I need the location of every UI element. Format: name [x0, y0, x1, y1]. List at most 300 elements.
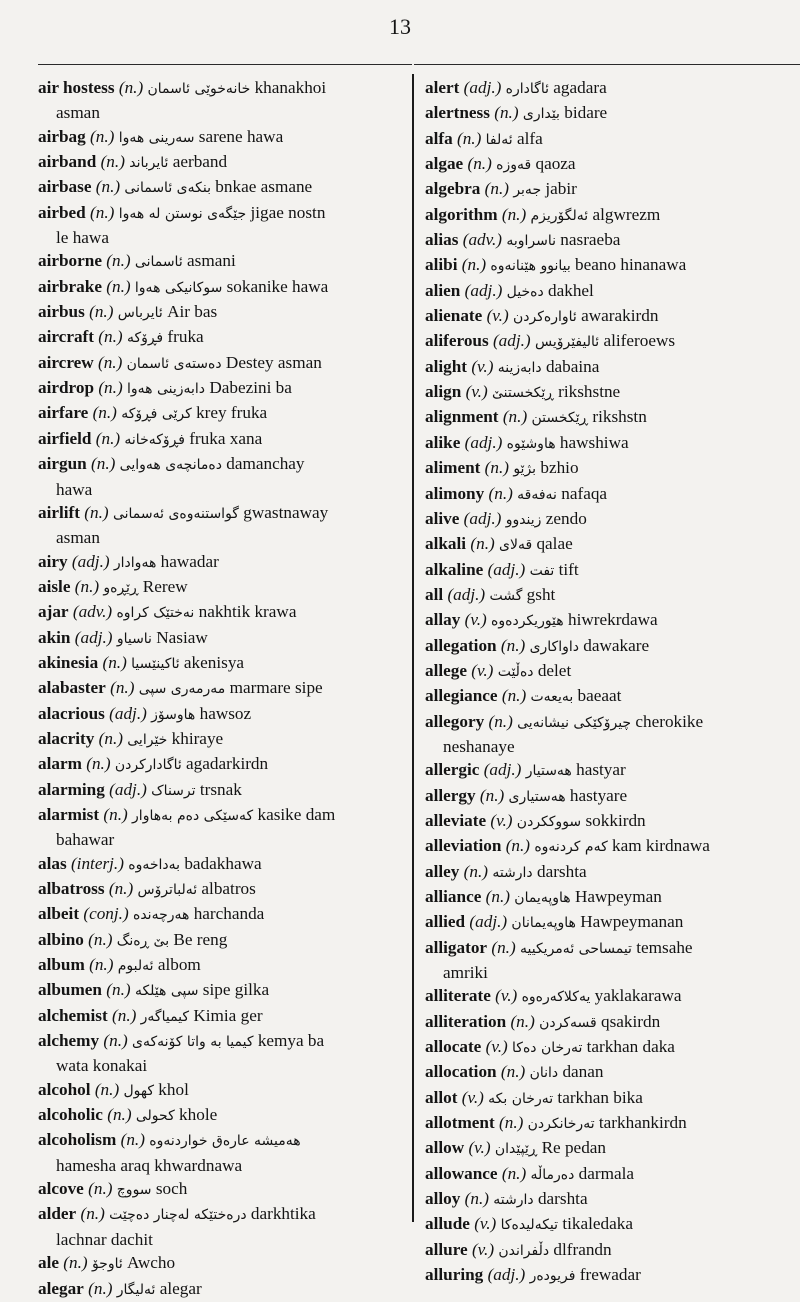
entry-continuation: le hawa: [56, 228, 109, 248]
entry-part-of-speech: (n.): [88, 929, 113, 949]
column-divider: [412, 74, 414, 1222]
entry-transliteration: khole: [179, 1105, 218, 1125]
entry-part-of-speech: (n.): [505, 836, 531, 856]
entry-transliteration: Air bas: [167, 302, 218, 322]
entry-part-of-speech: (v.): [495, 986, 518, 1006]
entry-part-of-speech: (adj.): [74, 627, 113, 647]
entry-kurdish: سووککردن: [516, 813, 582, 830]
entry-kurdish: نەختێک کراوە: [116, 605, 195, 622]
dictionary-entry: [38, 501, 404, 550]
dictionary-entry: [38, 877, 404, 902]
dictionary-entry: [425, 910, 795, 935]
entry-transliteration: albom: [157, 955, 201, 975]
entry-part-of-speech: (n.): [120, 1130, 145, 1150]
dictionary-entry: [425, 1162, 795, 1187]
entry-kurdish: گشت: [489, 587, 523, 604]
entry-kurdish: ئەلباترۆس: [137, 882, 198, 898]
entry-headword: aisle: [38, 576, 71, 596]
entry-transliteration: kam kirdnawa: [612, 836, 710, 856]
entry-part-of-speech: (adj.): [492, 331, 531, 351]
dictionary-entry: [38, 275, 404, 300]
entry-kurdish: ئەلگۆریزم: [530, 207, 589, 224]
entry-part-of-speech: (n.): [88, 1179, 113, 1199]
dictionary-entry: [425, 329, 795, 354]
dictionary-entry: [425, 380, 795, 405]
dictionary-entry: [425, 684, 795, 709]
entry-headword: allied: [425, 912, 466, 932]
entry-headword: allegation: [425, 635, 497, 655]
entry-kurdish: بنکەی ئاسمانی: [124, 180, 211, 197]
entry-transliteration: qalae: [536, 534, 573, 554]
entry-transliteration: hiwrekrdawa: [567, 610, 658, 630]
entry-kurdish: هەستیار: [525, 763, 572, 780]
entry-headword: alligator: [425, 937, 488, 957]
entry-headword: airborne: [38, 251, 102, 271]
entry-kurdish: ئەلبوم: [117, 958, 154, 975]
dictionary-entry: [38, 953, 404, 978]
entry-headword: albeit: [38, 904, 80, 924]
entry-part-of-speech: (n.): [102, 652, 127, 672]
entry-headword: algorithm: [425, 204, 498, 224]
entry-part-of-speech: (adj.): [463, 78, 502, 97]
entry-headword: allot: [425, 1087, 458, 1107]
dictionary-entry: [38, 676, 404, 701]
dictionary-entry: [38, 401, 404, 426]
entry-kurdish: خێرایی: [127, 731, 168, 748]
entry-kurdish: قسەکردن: [539, 1014, 597, 1031]
entry-headword: allotment: [425, 1113, 495, 1133]
entry-part-of-speech: (n.): [488, 711, 513, 731]
dictionary-entry: [38, 778, 404, 803]
dictionary-entry: [425, 936, 795, 985]
entry-continuation: asman: [56, 103, 100, 123]
entry-headword: align: [425, 382, 462, 402]
dictionary-entry: [425, 558, 795, 583]
entry-kurdish: جەبر: [513, 182, 542, 199]
entry-transliteration: darmala: [578, 1163, 635, 1183]
entry-part-of-speech: (n.): [463, 861, 489, 881]
dictionary-entry: [38, 1103, 404, 1128]
entry-transliteration: sipe gilka: [202, 980, 270, 1000]
entry-transliteration: Destey asman: [225, 352, 322, 372]
entry-transliteration: dakhel: [548, 280, 594, 300]
entry-kurdish: دارشتە: [493, 1192, 534, 1209]
entry-kurdish: درەختێکە لەچنار دەچێت: [109, 1207, 247, 1224]
dictionary-entry: [38, 150, 404, 175]
entry-kurdish: ڕێپێدان: [494, 1141, 538, 1158]
entry-transliteration: khol: [158, 1079, 189, 1099]
entry-part-of-speech: (n.): [88, 1278, 113, 1298]
entry-part-of-speech: (n.): [90, 126, 115, 146]
entry-kurdish: ئاکینێسیا: [131, 655, 180, 672]
entry-part-of-speech: (v.): [471, 1239, 495, 1259]
entry-transliteration: khanakhoi: [254, 78, 327, 97]
entry-part-of-speech: (adv.): [462, 230, 503, 250]
entry-transliteration: dawakare: [583, 635, 650, 655]
entry-kurdish: نەفەقە: [517, 486, 557, 503]
entry-transliteration: nakhtik krawa: [198, 602, 297, 622]
entry-transliteration: aerband: [172, 152, 228, 172]
entry-transliteration: cherokike: [635, 711, 704, 731]
dictionary-entry: [38, 902, 404, 927]
entry-headword: ale: [38, 1253, 59, 1273]
entry-transliteration: Awcho: [127, 1253, 176, 1273]
entry-kurdish: داواکاری: [529, 638, 579, 655]
entry-headword: album: [38, 955, 85, 975]
entry-transliteration: badakhawa: [184, 853, 262, 873]
entry-transliteration: hawsoz: [199, 703, 252, 723]
entry-transliteration: frewadar: [579, 1265, 641, 1285]
entry-headword: alarm: [38, 754, 82, 774]
entry-kurdish: کحولی: [135, 1108, 175, 1125]
dictionary-entry: [38, 1202, 404, 1251]
dictionary-entry: [38, 575, 404, 600]
entry-transliteration: hastyar: [576, 760, 626, 780]
entry-kurdish: هەوادار: [113, 554, 157, 571]
entry-part-of-speech: (n.): [112, 1005, 137, 1025]
entry-headword: alcove: [38, 1179, 84, 1199]
entry-part-of-speech: (v.): [464, 610, 487, 630]
dictionary-entry: [425, 203, 795, 228]
dictionary-entry: [38, 550, 404, 575]
entry-transliteration: gsht: [526, 584, 556, 604]
entry-part-of-speech: (n.): [97, 352, 123, 372]
entry-continuation: hawa: [56, 479, 93, 499]
entry-headword: alas: [38, 853, 67, 873]
entry-transliteration: delet: [537, 660, 572, 680]
entry-headword: alcohol: [38, 1079, 91, 1099]
entry-headword: albumen: [38, 980, 102, 1000]
entry-part-of-speech: (n.): [89, 955, 114, 975]
entry-kurdish: هەمیشە عارەق خواردنەوە: [149, 1133, 301, 1150]
entry-transliteration: Be reng: [173, 929, 228, 949]
entry-headword: alloy: [425, 1189, 461, 1209]
entry-transliteration: khiraye: [171, 728, 224, 748]
dictionary-entry: [425, 634, 795, 659]
entry-kurdish: بێ ڕەنگ: [116, 932, 170, 949]
dictionary-entry: [425, 659, 795, 684]
entry-kurdish: دەرماڵە: [530, 1166, 575, 1183]
entry-transliteration: agadarkirdn: [186, 754, 269, 774]
dictionary-entry: [425, 1136, 795, 1161]
entry-kurdish: بێداری: [522, 106, 560, 123]
entry-part-of-speech: (n.): [100, 152, 125, 172]
entry-part-of-speech: (n.): [494, 103, 519, 123]
entry-headword: allege: [425, 660, 467, 680]
dictionary-entry: [38, 125, 404, 150]
entry-kurdish: دەستەی ئاسمان: [126, 355, 222, 372]
entry-transliteration: darshta: [536, 861, 587, 881]
entry-headword: alkali: [425, 534, 467, 554]
entry-transliteration: tikaledaka: [562, 1214, 633, 1234]
dictionary-entry: [425, 507, 795, 532]
entry-part-of-speech: (v.): [468, 1138, 491, 1158]
entry-transliteration: fruka: [167, 327, 204, 347]
entry-transliteration: albatros: [201, 879, 256, 898]
entry-part-of-speech: (adj.): [463, 508, 502, 528]
entry-kurdish: هاوسۆز: [151, 706, 196, 723]
entry-transliteration: darshta: [537, 1189, 588, 1209]
entry-part-of-speech: (n.): [90, 202, 115, 222]
entry-headword: alliteration: [425, 1011, 507, 1031]
entry-kurdish: ئاگادارە: [505, 81, 549, 97]
entry-transliteration: qaoza: [535, 154, 576, 174]
entry-headword: alley: [425, 861, 460, 881]
entry-headword: allowance: [425, 1163, 498, 1183]
header-rule-left: [38, 64, 412, 65]
entry-part-of-speech: (n.): [80, 1204, 105, 1224]
dictionary-entry: [425, 177, 795, 202]
entry-part-of-speech: (n.): [89, 302, 114, 322]
entry-headword: aircraft: [38, 327, 94, 347]
entry-kurdish: ئایرباس: [117, 305, 163, 322]
entry-transliteration: danan: [562, 1062, 604, 1082]
dictionary-entry: [38, 351, 404, 376]
entry-kurdish: مەرمەری سپی: [138, 681, 226, 698]
entry-headword: alleviate: [425, 810, 487, 830]
entry-continuation: wata konakai: [56, 1056, 148, 1076]
dictionary-entry: [425, 984, 795, 1009]
entry-kurdish: هاوپەیمانان: [511, 915, 576, 932]
entry-kurdish: دابەزینە: [497, 359, 542, 376]
entry-transliteration: harchanda: [193, 904, 265, 924]
entry-kurdish: هەستیاری: [508, 788, 566, 805]
entry-kurdish: بژێو: [513, 461, 537, 478]
entry-part-of-speech: (n.): [98, 728, 123, 748]
page-number: 13: [389, 14, 411, 39]
entry-part-of-speech: (adj.): [109, 779, 147, 799]
entry-headword: alchemy: [38, 1031, 100, 1051]
entry-transliteration: sarene hawa: [198, 126, 284, 146]
entry-transliteration: bidare: [564, 103, 608, 123]
dictionary-entry: [425, 1035, 795, 1060]
entry-kurdish: ڕێکخستن: [531, 410, 589, 427]
entry-headword: alibi: [425, 255, 458, 275]
entry-continuation: bahawar: [56, 830, 115, 850]
entry-transliteration: dabaina: [545, 356, 600, 376]
dictionary-entry: [425, 304, 795, 329]
dictionary-entry: [425, 253, 795, 278]
entry-kurdish: ئاوجۆ: [91, 1256, 123, 1273]
dictionary-entry: [425, 758, 795, 783]
entry-kurdish: بیانوو هێنانەوە: [490, 258, 571, 275]
entry-part-of-speech: (v.): [486, 306, 509, 326]
entry-kurdish: تیکەلیدەکا: [500, 1217, 559, 1234]
dictionary-entry: [425, 834, 795, 859]
entry-part-of-speech: (n.): [499, 1113, 524, 1133]
entry-transliteration: krey fruka: [196, 403, 268, 423]
entry-part-of-speech: (n.): [63, 1253, 88, 1273]
entry-headword: alfa: [425, 128, 453, 148]
entry-kurdish: دەخیل: [506, 283, 544, 300]
entry-part-of-speech: (n.): [456, 128, 482, 148]
entry-part-of-speech: (n.): [74, 576, 100, 596]
entry-kurdish: کەم کردنەوە: [534, 839, 608, 856]
entry-headword: air hostess: [38, 78, 115, 97]
entry-transliteration: tarkhan bika: [557, 1087, 643, 1107]
entry-part-of-speech: (n.): [86, 754, 111, 774]
entry-continuation: asman: [56, 528, 100, 548]
entry-part-of-speech: (n.): [106, 251, 131, 271]
dictionary-entry: [425, 279, 795, 304]
entry-headword: airbed: [38, 202, 86, 222]
entry-part-of-speech: (v.): [490, 810, 513, 830]
entry-transliteration: qsakirdn: [600, 1011, 661, 1031]
entry-part-of-speech: (v.): [471, 356, 494, 376]
entry-kurdish: دەڵێت: [497, 663, 534, 680]
entry-kurdish: چیرۆکێکی نیشانەیی: [517, 714, 632, 731]
entry-kurdish: قەوزە: [496, 157, 532, 174]
dictionary-entry: [425, 1212, 795, 1237]
dictionary-entry: [425, 1060, 795, 1085]
entry-headword: allay: [425, 610, 461, 630]
entry-kurdish: گواستنەوەی ئەسمانی: [112, 505, 239, 522]
entry-part-of-speech: (conj.): [83, 904, 129, 924]
entry-part-of-speech: (adj.): [487, 1265, 526, 1285]
entry-kurdish: فڕۆکە: [126, 330, 164, 347]
dictionary-entry: [425, 1187, 795, 1212]
entry-part-of-speech: (adj.): [109, 703, 147, 723]
entry-transliteration: sokanike hawa: [226, 276, 329, 296]
dictionary-entry: [38, 651, 404, 676]
entry-transliteration: zendo: [545, 508, 587, 528]
dictionary-entry: [425, 885, 795, 910]
entry-headword: alight: [425, 356, 468, 376]
entry-part-of-speech: (n.): [484, 458, 510, 478]
entry-part-of-speech: (v.): [471, 660, 494, 680]
entry-headword: airbase: [38, 177, 92, 197]
dictionary-entry: [425, 608, 795, 633]
entry-transliteration: sokkirdn: [585, 810, 646, 830]
entry-kurdish: کەسێکی دەم بەهاوار: [132, 807, 254, 824]
entry-kurdish: ناسراوبە: [506, 233, 556, 250]
entry-part-of-speech: (n.): [501, 686, 527, 706]
entry-headword: alias: [425, 230, 459, 250]
entry-kurdish: سووچ: [116, 1182, 152, 1199]
entry-transliteration: nafaqa: [561, 483, 608, 503]
entry-kurdish: ناسیاو: [116, 630, 152, 647]
entry-transliteration: asmani: [187, 251, 236, 271]
dictionary-entry: [38, 427, 404, 452]
dictionary-entry: [425, 1111, 795, 1136]
entry-transliteration: trsnak: [199, 779, 242, 799]
dictionary-entry: [38, 175, 404, 200]
entry-headword: airgun: [38, 454, 87, 474]
dictionary-entry: [38, 325, 404, 350]
dictionary-entry: [38, 1177, 404, 1202]
entry-transliteration: marmare sipe: [229, 678, 323, 698]
dictionary-entry: [38, 803, 404, 852]
dictionary-entry: [38, 727, 404, 752]
entry-headword: allegiance: [425, 686, 498, 706]
entry-headword: alleviation: [425, 836, 502, 856]
entry-continuation: amriki: [443, 963, 488, 983]
entry-continuation: hamesha araq khwardnawa: [56, 1155, 243, 1175]
entry-headword: algae: [425, 154, 464, 174]
entry-transliteration: rikshstne: [558, 382, 621, 402]
entry-part-of-speech: (n.): [103, 804, 128, 824]
entry-transliteration: Hawpeyman: [574, 887, 662, 906]
entry-headword: alacrity: [38, 728, 95, 748]
dictionary-entry: [38, 452, 404, 501]
entry-kurdish: سپی هێلکە: [134, 983, 199, 1000]
entry-headword: algebra: [425, 179, 481, 199]
dictionary-entry: [425, 101, 795, 126]
entry-kurdish: کیمیاگەر: [140, 1008, 190, 1025]
entry-part-of-speech: (n.): [464, 1189, 489, 1209]
entry-kurdish: ئایرباند: [129, 155, 169, 172]
left-column: [38, 76, 404, 1302]
entry-headword: airbag: [38, 126, 86, 146]
entry-transliteration: tarkhankirdn: [598, 1113, 687, 1133]
entry-kurdish: زیندوو: [505, 511, 542, 528]
entry-headword: albino: [38, 929, 84, 949]
entry-kurdish: جێگەی نوستن لە هەوا: [118, 205, 247, 222]
entry-part-of-speech: (adj.): [487, 559, 526, 579]
dictionary-entry: [425, 355, 795, 380]
entry-kurdish: هێوریکردەوە: [491, 613, 564, 630]
entry-kurdish: دڵفراندن: [498, 1242, 550, 1259]
dictionary-entry: [38, 702, 404, 727]
dictionary-entry: [38, 752, 404, 777]
dictionary-entry: [425, 710, 795, 759]
dictionary-entry: [425, 228, 795, 253]
entry-transliteration: tarkhan daka: [586, 1037, 675, 1057]
entry-headword: allegory: [425, 711, 485, 731]
entry-part-of-speech: (n.): [470, 534, 495, 554]
dictionary-entry: [425, 431, 795, 456]
entry-part-of-speech: (adj.): [469, 912, 508, 932]
entry-transliteration: agadara: [553, 78, 607, 97]
dictionary-entry: [425, 1238, 795, 1263]
entry-headword: alignment: [425, 407, 499, 427]
entry-kurdish: قەلای: [499, 537, 533, 554]
entry-kurdish: ئاگادارکردن: [114, 757, 182, 774]
entry-transliteration: damanchay: [226, 454, 305, 474]
entry-kurdish: ئەلیگار: [116, 1281, 156, 1298]
entry-headword: alarming: [38, 779, 105, 799]
entry-headword: airband: [38, 152, 97, 172]
entry-headword: alluring: [425, 1265, 484, 1285]
entry-transliteration: algwrezm: [592, 204, 661, 224]
dictionary-entry: [38, 1078, 404, 1103]
dictionary-entry: [38, 376, 404, 401]
entry-part-of-speech: (n.): [461, 255, 487, 275]
entry-transliteration: hastyare: [569, 785, 628, 805]
entry-transliteration: alegar: [159, 1278, 202, 1298]
entry-kurdish: ئاسمانی: [134, 254, 183, 271]
entry-part-of-speech: (n.): [485, 887, 510, 906]
dictionary-entry: [38, 1251, 404, 1276]
entry-part-of-speech: (n.): [107, 1105, 132, 1125]
entry-transliteration: soch: [155, 1179, 188, 1199]
entry-kurdish: ئاوارەکردن: [512, 309, 577, 326]
entry-headword: aircrew: [38, 352, 94, 372]
entry-kurdish: دابەزینی هەوا: [126, 381, 206, 398]
entry-part-of-speech: (n.): [95, 428, 121, 448]
dictionary-entry: [425, 860, 795, 885]
entry-kurdish: کهول: [123, 1082, 154, 1099]
entry-transliteration: Rerew: [142, 576, 188, 596]
entry-kurdish: تەرخان بکە: [488, 1090, 554, 1107]
entry-headword: alliance: [425, 887, 482, 906]
entry-part-of-speech: (adv.): [72, 602, 113, 622]
entry-kurdish: کرێی فڕۆکە: [121, 406, 192, 423]
entry-kurdish: هەرچەندە: [133, 907, 190, 924]
dictionary-entry: [38, 1277, 404, 1302]
entry-headword: alarmist: [38, 804, 100, 824]
entry-transliteration: fruka xana: [189, 428, 263, 448]
